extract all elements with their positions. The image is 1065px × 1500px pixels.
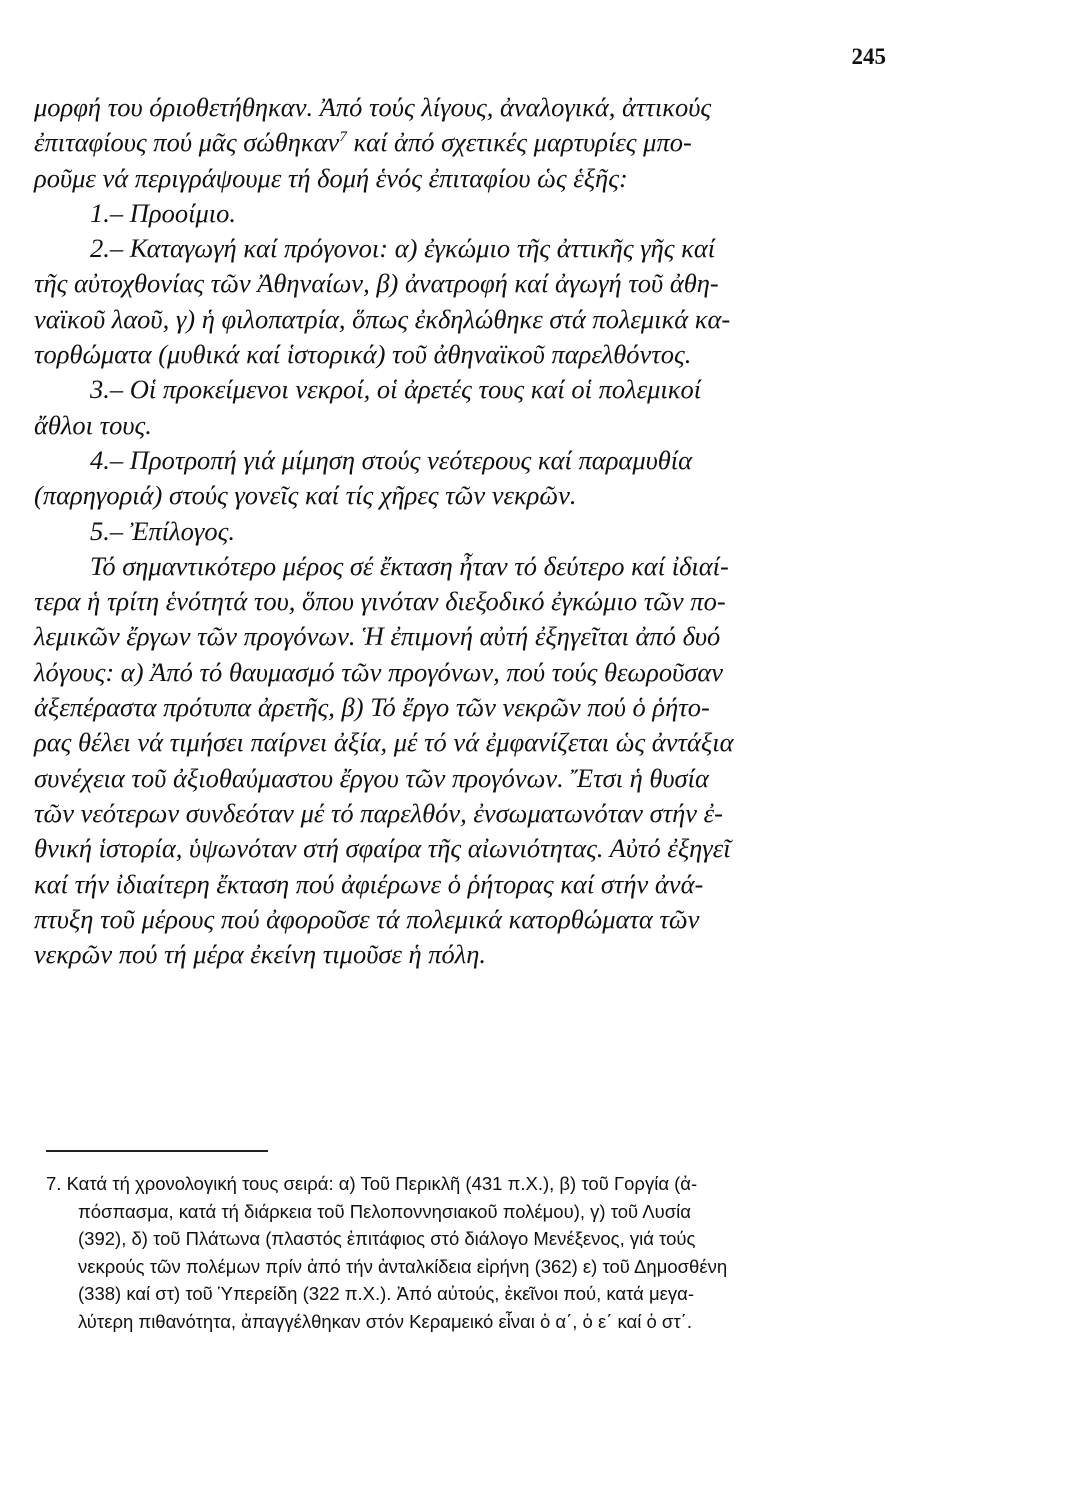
text-line: 1.– Προοίμιο. xyxy=(90,197,237,228)
text-fragment: ἐπιταφίους πού μᾶς σώθηκαν xyxy=(34,127,340,158)
footnote-line: λύτερη πιθανότητα, ἀπαγγέλθηκαν στόν Κεραμεικό εἶναι ὁ α΄, ὁ ε΄ καί ὁ στ΄. xyxy=(78,1310,692,1332)
text-line: ἀξεπέραστα πρότυπα ἀρετῆς, β) Τό ἔργο τῶν νεκρῶν πού ὁ ῥήτο- xyxy=(34,692,710,723)
text-line: συνέχεια τοῦ ἀξιοθαύμαστου ἔργου τῶν προγόνων. Ἔτσι ἡ θυσία xyxy=(34,762,709,793)
main-text xyxy=(34,90,894,972)
text-line: 2.– Καταγωγή καί πρόγονοι: α) ἐγκώμιο τῆς ἀττικῆς γῆς καί xyxy=(90,233,716,264)
footnote-line: (392), δ) τοῦ Πλάτωνα (πλαστός ἐπιτάφιος στό διάλογο Μενέξενος, γιά τούς xyxy=(78,1228,696,1250)
text-line xyxy=(34,125,894,160)
text-fragment: καί ἀπό σχετικές μαρτυρίες μπο- xyxy=(353,127,692,158)
text-line: μορφή του όριοθετήθηκαν. Ἀπό τούς λίγους, ἀναλογικά, ἀττικούς xyxy=(34,92,712,122)
text-line: 5.– Ἐπίλογος. xyxy=(90,515,235,546)
footnote-marker: 7 xyxy=(339,129,347,146)
text-line: ρας θέλει νά τιμήσει παίρνει ἀξία, μέ τό νά ἐμφανίζεται ὡς ἀντάξια xyxy=(34,727,734,758)
text-line: Τό σημαντικότερο μέρος σέ ἔκταση ἦταν τό δεύτερο καί ἰδιαί- xyxy=(90,550,729,581)
footnote-rule xyxy=(46,1150,268,1152)
footnote-line: πόσπασμα, κατά τή διάρκεια τοῦ Πελοποννησιακοῦ πολέμου), γ) τοῦ Λυσία xyxy=(78,1200,691,1222)
text-line: τορθώματα (μυθικά καί ἱστορικά) τοῦ ἀθηναϊκοῦ παρελθόντος. xyxy=(34,339,692,370)
footnote-line: (338) καί στ) τοῦ Ὑπερείδη (322 π.Χ.). Ἀπό αὐτούς, ἐκεῖνοι πού, κατά μεγα- xyxy=(78,1283,695,1305)
text-line: λεμικῶν ἔργων τῶν προγόνων. Ἡ ἐπιμονή αὐτή ἐξηγεῖται ἀπό δυό xyxy=(34,621,721,652)
text-line: (παρηγοριά) στούς γονεῖς καί τίς χῆρες τῶν νεκρῶν. xyxy=(34,480,577,511)
text-line: θνική ἱστορία, ὑψωνόταν στή σφαίρα τῆς αἰωνιότητας. Αὐτό ἐξηγεῖ xyxy=(34,833,731,864)
text-line: καί τήν ἰδιαίτερη ἔκταση πού ἀφιέρωνε ὁ ῥήτορας καί στήν ἀνά- xyxy=(34,868,704,899)
footnote-line: νεκρούς τῶν πολέμων πρίν ἀπό τήν ἀνταλκίδεια εἰρήνη (362) ε) τοῦ Δημοσθένη xyxy=(78,1255,728,1277)
text-line: λόγους: α) Ἀπό τό θαυμασμό τῶν προγόνων, πού τούς θεωροῦσαν xyxy=(34,656,724,687)
text-line: νεκρῶν πού τή μέρα ἐκείνη τιμοῦσε ἡ πόλη. xyxy=(34,939,487,970)
text-line: ἄθλοι τους. xyxy=(34,409,152,440)
text-line: τερα ἡ τρίτη ἑνότητά του, ὅπου γινόταν διεξοδικό ἐγκώμιο τῶν πο- xyxy=(34,586,726,617)
footnote-line: 7. Κατά τή χρονολογική τους σειρά: α) Τοῦ Περικλῆ (431 π.Χ.), β) τοῦ Γοργία (ἀ- xyxy=(46,1173,698,1194)
text-line: 3.– Οἱ προκείμενοι νεκροί, οἱ ἀρετές τους καί οἱ πολεμικοί xyxy=(90,374,702,405)
text-line: 4.– Προτροπή γιά μίμηση στούς νεότερους καί παραμυθία xyxy=(90,444,693,475)
text-line: πτυξη τοῦ μέρους πού ἀφοροῦσε τά πολεμικά κατορθώματα τῶν xyxy=(34,903,700,934)
page-number: 245 xyxy=(851,44,886,69)
text-line: τῆς αὐτοχθονίας τῶν Ἀθηναίων, β) ἀνατροφή καί ἀγωγή τοῦ ἀθη- xyxy=(34,268,719,299)
footnote xyxy=(46,1170,884,1336)
text-line: ναϊκοῦ λαοῦ, γ) ἡ φιλοπατρία, ὅπως ἐκδηλώθηκε στά πολεμικά κα- xyxy=(34,303,731,334)
text-line: ροῦμε νά περιγράψουμε τή δομή ἑνός ἐπιταφίου ὡς ἑξῆς: xyxy=(34,162,628,193)
text-line: τῶν νεότερων συνδεόταν μέ τό παρελθόν, ἐνσωματωνόταν στήν ἐ- xyxy=(34,797,723,828)
